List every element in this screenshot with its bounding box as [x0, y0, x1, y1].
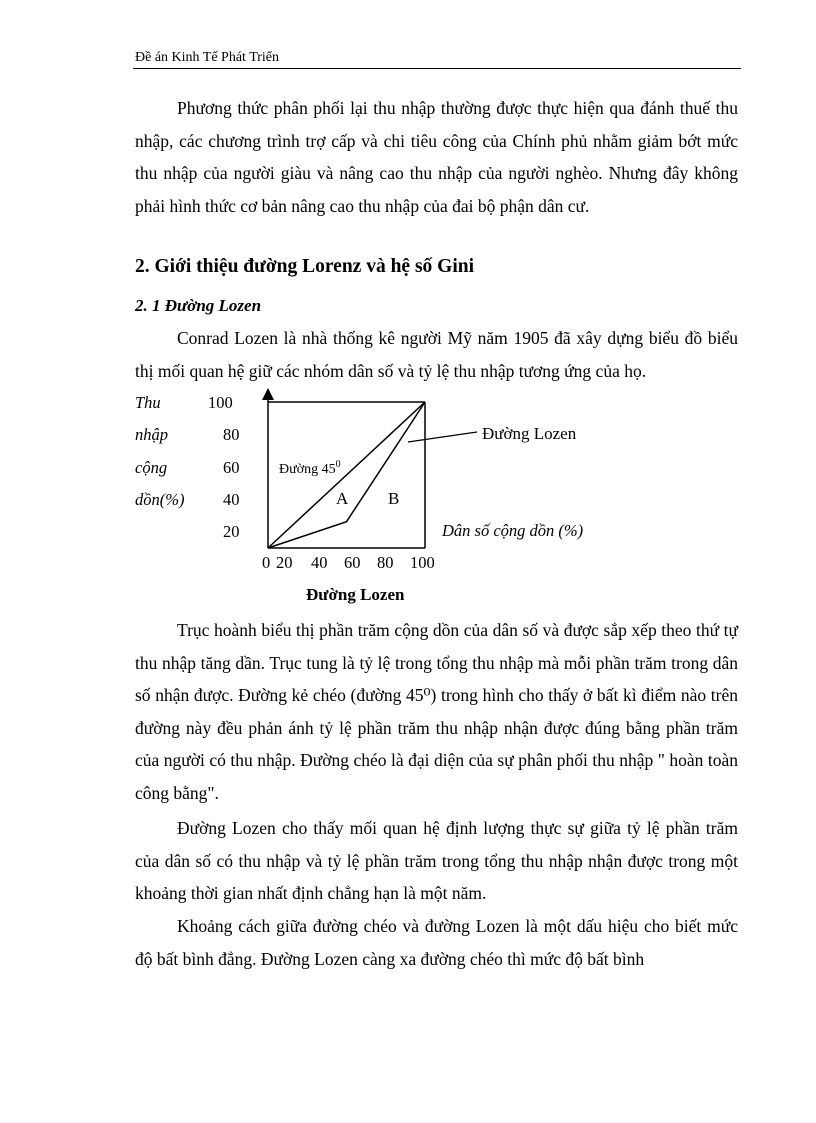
y-tick-20: 20 [223, 522, 240, 541]
paragraph-redistribution: Phương thức phân phối lại thu nhập thường được thực hiện qua đánh thuế thu nhập, các chương trình trợ cấp và chi tiêu công của Chính phủ nhằm giảm bớt mức thu nhập của người giàu và nâng cao thu nhập của người nghèo. Nhưng đây không phải hình thức cơ bản nâng cao thu nhập của đai bộ phận dân cư. [135, 98, 738, 216]
ylabel-line-2: nhập [135, 425, 168, 444]
section-heading: 2. Giới thiệu đường Lorenz và hệ số Gini [135, 256, 475, 277]
x-tick-40: 40 [311, 553, 328, 572]
area-a-label: A [336, 489, 349, 508]
lorenz-label-pointer [408, 432, 477, 442]
x-tick-80: 80 [377, 553, 394, 572]
chart-title: Đường Lozen [306, 585, 405, 604]
ylabel-line-1: Thu [135, 393, 161, 412]
subsection-heading: 2. 1 Đường Lozen [135, 296, 262, 315]
y-tick-100: 100 [208, 393, 233, 412]
page-header: Đề án Kinh Tế Phát Triển [135, 50, 280, 65]
x-tick-0: 0 [262, 553, 271, 572]
paragraph-inequality: Khoảng cách giữa đường chéo và đường Lozen là một dấu hiệu cho biết mức độ bất bình đẳng. Đường Lozen càng xa đường chéo thì mức độ bất bình [135, 916, 738, 969]
header-divider [133, 68, 741, 69]
y-tick-40: 40 [223, 490, 240, 509]
ylabel-line-4: dồn(%) [135, 490, 185, 509]
y-tick-60: 60 [223, 458, 240, 477]
area-b-label: B [388, 489, 400, 508]
paragraph-axes-explanation: Trục hoành biểu thị phần trăm cộng dồn của dân số và được sắp xếp theo thứ tự thu nhập tăng dần. Trục tung là tỷ lệ trong tổng thu nhập mà mỗi phần trăm trong dân số nhận được. Đường kẻ chéo (đường 45⁰) trong hình cho thấy ở bất kì điểm nào trên đường này đều phản ánh tỷ lệ phần trăm thu nhập nhận được đúng bằng phần trăm của người có thu nhập. Đường chéo là đại diện của sự phân phối thu nhập " hoàn toàn công bằng". [135, 620, 738, 803]
lorenz-curve-label: Đường Lozen [482, 424, 577, 443]
x-tick-100: 100 [410, 553, 435, 572]
ylabel-line-3: cộng [135, 458, 168, 477]
x-tick-60: 60 [344, 553, 361, 572]
paragraph-lozen-intro: Conrad Lozen là nhà thống kê người Mỹ năm 1905 đã xây dựng biểu đồ biểu thị mối quan hệ giữ các nhóm dân số và tỷ lệ thu nhập tương ứng của họ. [135, 328, 738, 381]
x-tick-20: 20 [276, 553, 293, 572]
paragraph-lozen-meaning: Đường Lozen cho thấy mối quan hệ định lượng thực sự giữa tỷ lệ phần trăm của dân số có thu nhập và tỷ lệ phần trăm trong tổng thu nhập nhận được trong một khoảng thời gian nhất định chẳng hạn là một năm. [135, 818, 738, 903]
diagonal-label: Đường $45^0$ [279, 459, 341, 477]
y-tick-80: 80 [223, 425, 240, 444]
lorenz-chart [125, 388, 625, 613]
x-axis-label: Dân số cộng dồn (%) [442, 521, 584, 540]
